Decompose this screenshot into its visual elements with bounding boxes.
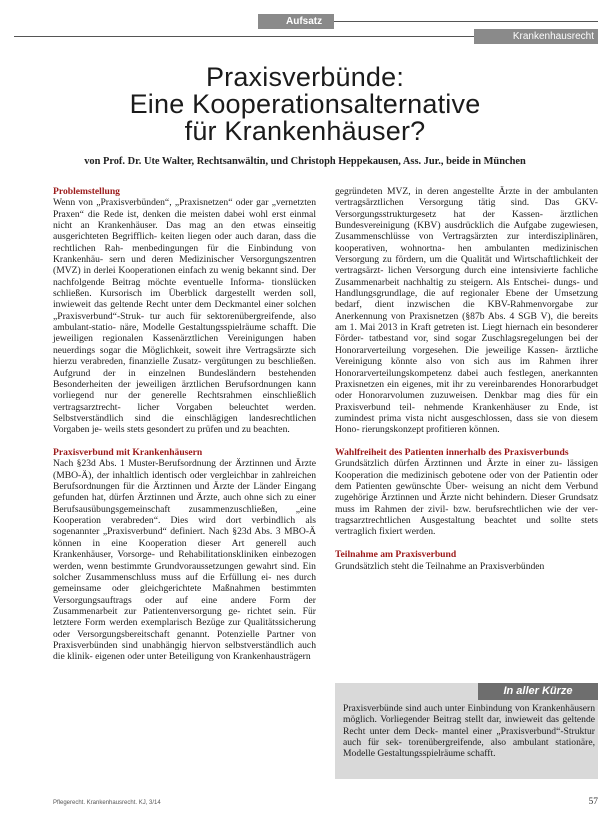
text-line: zu vereinbarendes Honorarbudget oder Honorarvolumen <box>335 378 598 402</box>
text-line: als sogenannter „Praxisverbund“ definiert. Nach §23d <box>53 515 317 538</box>
text-line: Ebene der Umsetzung bedarf, dient inzwischen die <box>335 288 598 311</box>
text-line: Gestaltungsspielräume schafft. <box>377 748 496 760</box>
text-line: generelle Rechtsrahmen einschließlich vertragsarztrecht- <box>53 390 317 413</box>
text-line: sind die einschlägigen landesrechtlichen Vorgaben je- <box>53 412 316 436</box>
text-line: Vertragsärzte sich hierzu verabreden, finanzielle Zusatz- <box>53 344 316 368</box>
text-line: Berufsausübungsgemeinschaft zusammenzuschließen, <box>53 503 278 515</box>
text-line: tur auch für sektorenübergreifende, also ambulant-statio- <box>53 310 316 334</box>
text-line: Ärztinnen und Ärzte der Länder Eingang gefunden hat, <box>53 481 317 504</box>
text-line: keiten liegen oder auch daran, dass die rechtlichen Rah- <box>53 231 316 254</box>
text-line: Kraft getreten ist. Liegt hiernach ein besonderer Förder- <box>335 322 598 345</box>
text-line: einbezogen werden, wenn bestimmte <box>53 549 316 572</box>
text-line: Form der Zusammenarbeit zur Patientenversorgung ge- <box>53 594 316 617</box>
text-line: Die jeweiligen regionalen Kassenärztlichen Vereinigungen <box>53 322 316 345</box>
text-line: bestimmten Versorgungsauftrags oder auf eine andere <box>53 583 317 606</box>
text-line: Praxisverbünde sind auch unter Einbindung von <box>343 703 530 714</box>
text-line: ärztlichen Berufsordnungen kann vorliegend nur der <box>53 378 316 402</box>
text-line: weils stets gesondert zu prüfen und zu beachten. <box>104 424 290 436</box>
text-line: (§87b Abs. 4 SGB V), die bereits am 1. Mai 2013 in <box>335 310 598 334</box>
text-line: Nach §23d Abs. 1 Muster-Berufsordnung der Ärztinnen <box>53 458 274 470</box>
text-line: „eine Kooperation verabreden“. Dies wird dort verbindlich <box>53 503 316 527</box>
text-line: näre, Modelle Gestaltungsspielräume schafft. <box>119 322 299 334</box>
text-line: dungs- und Handlungsgrundlage, die auf regionaler <box>335 276 598 300</box>
text-line: und Ärzte nicht behindern. Dieser Grundsatz muss im <box>335 492 598 515</box>
paragraph <box>53 458 316 662</box>
title-line: Eine Kooperationsalternative <box>129 89 481 119</box>
text-line: mag an den etwas einseitig ausgerichteten Begrifflich- <box>53 220 316 243</box>
text-line: KBV-Rahmenvorgabe zur Anerkennung von Praxisnetzen <box>335 299 598 322</box>
text-line: Krankenhäusern möglich. Vorliegender Beitrag stellt <box>343 703 595 726</box>
text-line: zur interdisziplinären, kooperativen, wohnortna- <box>335 231 598 254</box>
summary-box <box>335 683 598 779</box>
text-line: licher Vorgaben beleuchtet werden. Selbstverständlich <box>53 401 317 424</box>
text-line: stets vertraglich fixiert werden. <box>335 515 598 538</box>
text-line: torenübergreifende, also ambulant stationäre, Modelle <box>343 737 596 760</box>
text-line: genannt. Potenzielle Partner von Praxisverbünden sind <box>53 628 316 651</box>
text-line: Bundesländern bestehenden Besonderheiten der jeweiligen <box>53 367 317 390</box>
source-line: Pflegerecht. Krankenhausrecht. KJ, 3/14 <box>53 800 161 806</box>
text-line: ärztliche Vereinigung könnte also von sich aus im Rahmen <box>335 344 598 368</box>
text-line: zur Qualitätssicherung oder Versorgungsbereitschaft <box>53 617 316 640</box>
paragraph <box>53 197 316 435</box>
text-line: festlegen, anerkannten Praxisnetzen ein eigenes, mit ihr <box>335 367 598 390</box>
text-line: und Ärzte (MBO-Ä), der inhaltlich identisch oder <box>53 458 316 481</box>
text-line: gegründeten MVZ, in deren angestellte Ärzte in der <box>335 186 549 197</box>
text-line: tragsarztrechtlichen Ausgestaltung beachtet und sollte <box>335 515 572 527</box>
text-line: tionslücken schließen. Kursorisch im Überblick dargestellt <box>53 276 316 300</box>
text-line: unabhängig hiervon selbstverständlich auch die klinik- <box>53 639 316 663</box>
text-line: von der Patientin oder dem Patienten gewünschte Über- <box>335 469 598 493</box>
text-line: nehmende Krankenhäuser zu Ende, ist zumindest prima <box>335 401 598 424</box>
title-line: Praxisverbünde: <box>205 62 405 92</box>
text-line: in derlei Kooperationen einfach zu wenig bekannt sind. <box>83 265 299 277</box>
summary-text <box>343 703 595 760</box>
article-type-label: Aufsatz <box>258 14 334 29</box>
right-column <box>335 186 598 572</box>
text-line: lässigen Kooperation die medizinisch gebotene oder <box>335 458 598 481</box>
text-line: hen ambulanten medizinischen Versorgung zu fördern, <box>335 242 598 266</box>
text-line: eigenen oder unter Beteiligung von Krankenhausträgern <box>95 651 311 663</box>
paragraph <box>335 458 598 537</box>
text-line: Grundvoraussetzungen gewahrt sind. <box>154 560 300 572</box>
text-line: sern und deren Medizinischer Versorgungszentren (MVZ) <box>53 254 316 277</box>
paragraph <box>335 561 598 572</box>
section-label: Krankenhausrecht <box>474 29 598 44</box>
text-line: ambulanten vertragsärztlichen Versorgung tätig sind. <box>335 186 598 209</box>
text-line: Rahmen der zivil- bzw. berufsrechtlichen wie der ver- <box>374 503 598 515</box>
text-line: dem Deckmantel einer solchen „Praxisverbund“-Struk- <box>53 299 316 322</box>
text-line: „vernetzten Praxen“ die Rede ist, denken die meisten <box>53 197 316 220</box>
text-line: Abs. 3 MBO-Ä können in eine Kooperation dieser Art <box>53 526 316 549</box>
text-line: weisung an nicht dem Verbund zugehörige Ärztinnen <box>335 481 598 504</box>
text-line: dürfen Ärztinnen und Ärzte, auch ohne sich zu einer <box>109 492 317 504</box>
text-line: Der nachfolgende Beitrag möchte eventuelle Informa- <box>53 265 317 288</box>
text-line: Honorarverteilung vorgesehen. Die jeweilige Kassen- <box>335 344 559 356</box>
text-line: Ein solcher Zusammenschluss muss auf die Erfüllung ei- <box>53 560 316 583</box>
page-number: 57 <box>588 797 598 807</box>
text-line: rierungskonzept profitieren können. <box>361 424 500 436</box>
author-line: von Prof. Dr. Ute Walter, Rechtsanwältin, und Christoph Heppekausen, Ass. Jur., beide in München <box>84 156 526 167</box>
title-line: für Krankenhäuser? <box>184 116 426 146</box>
text-line: Grundsätzlich steht die Teilnahme an Praxisverbünden <box>335 560 545 572</box>
text-line: lichen Versorgung durch eine intensivierte fachliche <box>387 265 598 277</box>
article-title <box>60 64 550 145</box>
text-line: ärztlichen Bundesvereinigung (KBV) ausdrücklich die <box>335 208 598 232</box>
text-line: vergleichbar in zahlreichen Berufsordnungen für die <box>53 469 317 493</box>
left-column <box>53 186 316 663</box>
summary-heading: In aller Kürze <box>478 683 598 700</box>
section-heading: Problemstellung <box>53 186 120 197</box>
header-rule <box>334 21 598 22</box>
text-line: werden soll, inwieweit das geltende Recht unter <box>53 288 316 311</box>
text-line: Aufgabe zugewiesen, Zusammenschlüsse von Vertragsärzten <box>335 220 599 243</box>
text-line: ihrer Honorarverteilungskompetenz dabei auch <box>335 356 598 379</box>
text-line: vista nicht ausgeschlossen, dass sie von diesem Hono- <box>335 412 598 436</box>
section-heading: Teilnahme am Praxisverbund <box>335 549 457 561</box>
text-line: dabei wohl erst einmal nicht an Krankenhäuser. Das <box>53 208 316 232</box>
text-line: Zusammenarbeit nachhaltig zu steigern. Als Entschei- <box>335 276 550 288</box>
text-line: um die Qualität und Wirtschaftlichkeit der vertragsärzt- <box>335 254 599 277</box>
text-line: Grundsätzlich dürfen Ärztinnen und Ärzte in einer zu- <box>335 458 563 470</box>
text-line: generell auch Krankenhäuser, Vorsorge- und Rehabilitationskliniken <box>53 537 317 561</box>
text-line: mantel einer „Praxisverbund“-Struktur auch für sek- <box>343 725 595 749</box>
text-line: Wenn von „Praxisverbünden“, „Praxisnetzen“ oder gar <box>53 197 269 209</box>
paragraph <box>335 186 598 436</box>
text-line: nes durch gemeinsame oder gleichgerichtete Maßnahmen <box>53 571 317 595</box>
section-heading: Wahlfreiheit des Patienten innerhalb des Praxisverbunds <box>335 447 569 459</box>
text-line: zuzuweisen. Denkbar mag dies für ein Praxisverbund teil- <box>335 390 598 413</box>
text-line: Das GKV-Versorgungsstrukturgesetz hat der Kassen- <box>335 197 598 220</box>
text-line: haben neuerdings sogar die Möglichkeit, soweit ihre <box>53 333 316 356</box>
text-line: dar, inwieweit das geltende Recht unter dem Deck- <box>343 714 595 737</box>
text-line: menbedingungen für die Einbindung von Krankenhäu- <box>53 242 316 266</box>
text-line: vergütungen zu beschließen. Aufgrund der in einzelnen <box>53 356 316 379</box>
text-line: richtet sein. Für letztere Form werden exemplarisch Bezüge <box>53 605 316 629</box>
section-heading: Praxisverbund mit Krankenhäusern <box>53 447 203 459</box>
text-line: tatbestand vor, sind sogar Zuschlagsregelungen bei der <box>369 333 598 345</box>
header-rule <box>14 36 474 37</box>
